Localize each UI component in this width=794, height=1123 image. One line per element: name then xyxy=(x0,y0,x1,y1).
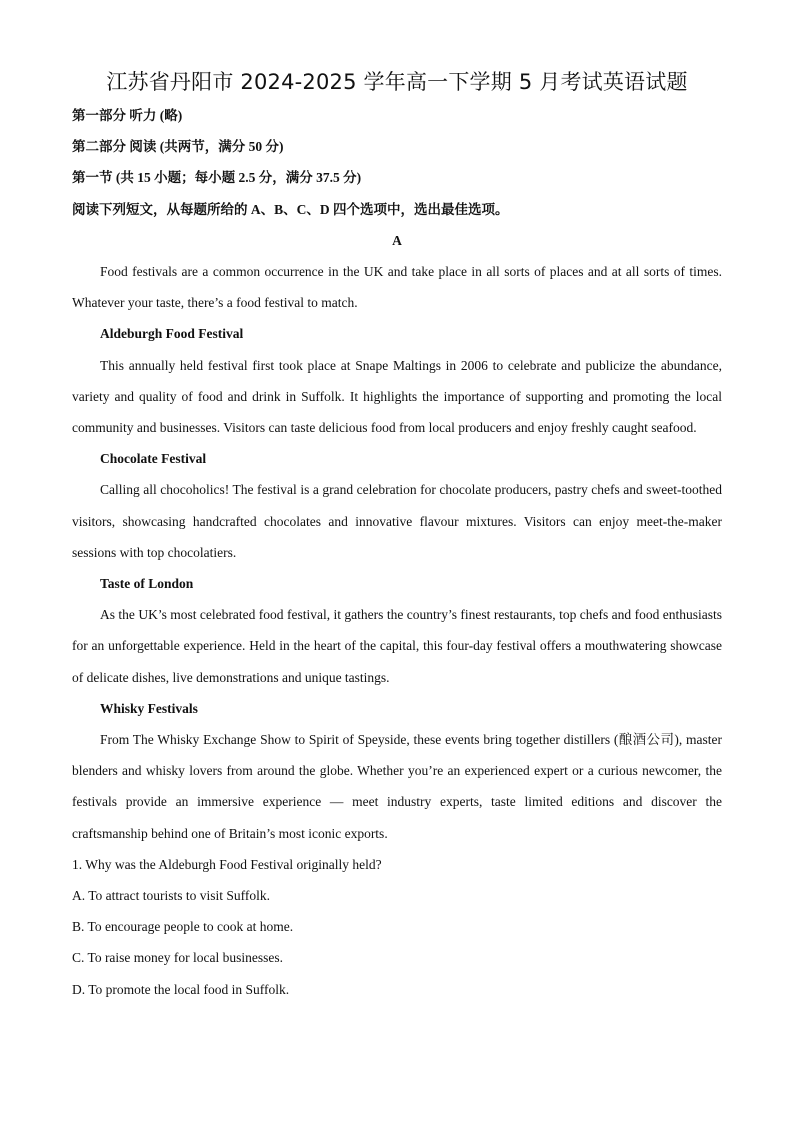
option-a: A. To attract tourists to visit Suffolk. xyxy=(72,888,271,904)
festival-heading-taste-of-london: Taste of London xyxy=(100,576,194,592)
option-b: B. To encourage people to cook at home. xyxy=(72,919,294,935)
festival-text-chocolate: Calling all chocoholics! The festival is a grand celebration for chocolate producers, pastry chefs and sweet-toothed visitors, showcasing handcrafted chocolates and innovative flavour mixtures. Visitors can enjoy meet-the-maker sessions with top chocolatiers. xyxy=(72,482,722,560)
section1-heading: 第一节 (共 15 小题；每小题 2.5 分，满分 37.5 分) xyxy=(72,170,362,186)
festival-heading-aldeburgh: Aldeburgh Food Festival xyxy=(100,326,244,342)
festival-heading-whisky: Whisky Festivals xyxy=(100,700,198,716)
passage-label: A xyxy=(392,232,402,248)
festival-text-taste-of-london: As the UK’s most celebrated food festival, it gathers the country’s finest restaurants, top chefs and food enthusiasts for an unforgettable experience. Held in the heart of the capital, this four-day festival offers a mouthwatering showcase of delicate dishes, live demonstrations and unique tastings. xyxy=(72,607,722,685)
exam-title: 江苏省丹阳市 2024-2025 学年高一下学期 5 月考试英语试题 xyxy=(106,70,688,94)
instruction-text: 阅读下列短文，从每题所给的 A、B、C、D 四个选项中，选出最佳选项。 xyxy=(72,201,509,217)
part1-heading: 第一部分 听力 (略) xyxy=(72,108,183,123)
festival-text-aldeburgh: This annually held festival first took place at Snape Maltings in 2006 to celebrate and publicize the abundance, variety and quality of food and drink in Suffolk. It highlights the importance of supporting and promoting the local community and businesses. Visitors can taste delicious food from local producers and enjoy freshly caught seafood. xyxy=(72,357,722,436)
question-stem: 1. Why was the Aldeburgh Food Festival originally held? xyxy=(72,856,382,872)
option-c: C. To raise money for local businesses. xyxy=(72,950,284,966)
part2-heading: 第二部分 阅读 (共两节，满分 50 分) xyxy=(72,139,284,155)
festival-text-whisky: From The Whisky Exchange Show to Spirit of Speyside, these events bring together distillers (酿酒公司), master blenders and whisky lovers from around the globe. Whether you’re an experienced expert or a curious newcomer, the festivals provide an immersive experience — meet industry experts, taste limited editions and discover the craftsmanship behind one of Britain’s most iconic exports. xyxy=(72,732,722,841)
festival-heading-chocolate: Chocolate Festival xyxy=(100,451,207,467)
option-d: D. To promote the local food in Suffolk. xyxy=(72,981,290,997)
exam-page xyxy=(72,64,722,1005)
passage-intro: Food festivals are a common occurrence in the UK and take place in all sorts of places and at all sorts of times. Whatever your taste, there’s a food festival to match. xyxy=(72,264,722,311)
